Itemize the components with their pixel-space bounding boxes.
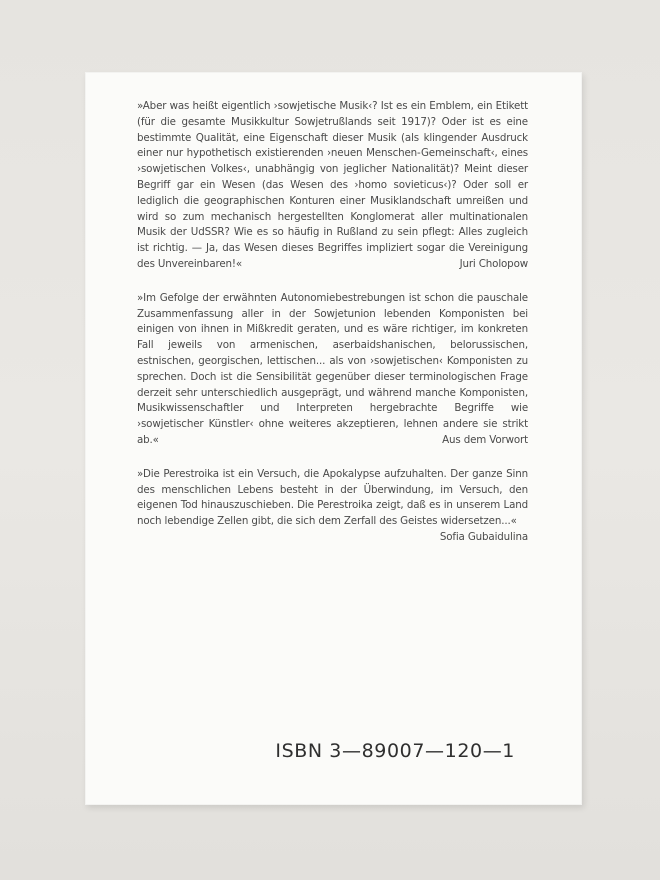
quote-author: Juri Cholopow <box>459 257 528 270</box>
quote-author: Sofia Gubaidulina <box>439 530 528 543</box>
isbn-number: ISBN 3—89007—120—1 <box>275 740 515 762</box>
quote-text: »Die Perestroika ist ein Versuch, die Apokalypse aufzuhalten. Der ganze Sinn des menschlichen Lebens besteht in der Überwindung, im Versuch, den eigenen Tod hinauszuschieben. Die Perestroika zeigt, daß es in unserem Land noch lebendige Zellen gibt, die sich dem Zerfall des Geistes widersetzen...« <box>137 467 528 528</box>
quote-text: »Im Gefolge der erwähnten Autonomiebestrebungen ist schon die pauschale Zusammenfassung aller in der Sowjetunion lebenden Komponisten bei einigen von ihnen in Mißkredit geraten, und es wäre richtiger, im konkreten Fall jeweils von armenischen, aserbaidshanischen, belorussischen, estnischen, georgischen, lettischen... als von ›sowjetischen‹ Komponisten zu sprechen. Doch ist die Sensibilität gegenüber dieser terminologischen Frage derzeit sehr unterschiedlich ausgeprägt, und während manche Komponisten, Musikwissenschaftler und Interpreten hergebrachte Begriffe wie ›sowjetischer Künstler‹ ohne weiteres akzeptieren, lehnen andere sie strikt ab.« <box>137 291 528 446</box>
quote-cholopow <box>137 99 528 273</box>
quote-foreword <box>137 291 528 449</box>
cover-text-block <box>137 99 528 546</box>
quote-text: »Aber was heißt eigentlich ›sowjetische Musik‹? Ist es ein Emblem, ein Etikett (für die gesamte Musikkultur Sowjetrußlands seit 1917)? Oder ist es eine bestimmte Qualität, eine Eigenschaft dieser Musik (als klingender Ausdruck einer nur hypothetisch existierenden ›neuen Menschen-Gemeinschaft‹, eines ›sowjetischen Volkes‹, unabhängig von jeglicher Nationalität)? Meint dieser Begriff gar ein Wesen (das Wesen des ›homo sovieticus‹)? Oder soll er lediglich die geographischen Konturen einer Musiklandschaft umreißen und wird so zum mechanisch hergestellten Konglomerat aller multinationalen Musik der UdSSR? Wie es so häufig in Rußland zu sein pflegt: Alles zugleich ist richtig. — Ja, das Wesen dieses Begriffes impliziert sogar die Vereinigung des Unvereinbaren!« <box>137 100 528 270</box>
quote-author: Aus dem Vorwort <box>442 433 528 446</box>
quote-gubaidulina <box>137 467 528 543</box>
book-back-cover <box>85 72 582 805</box>
